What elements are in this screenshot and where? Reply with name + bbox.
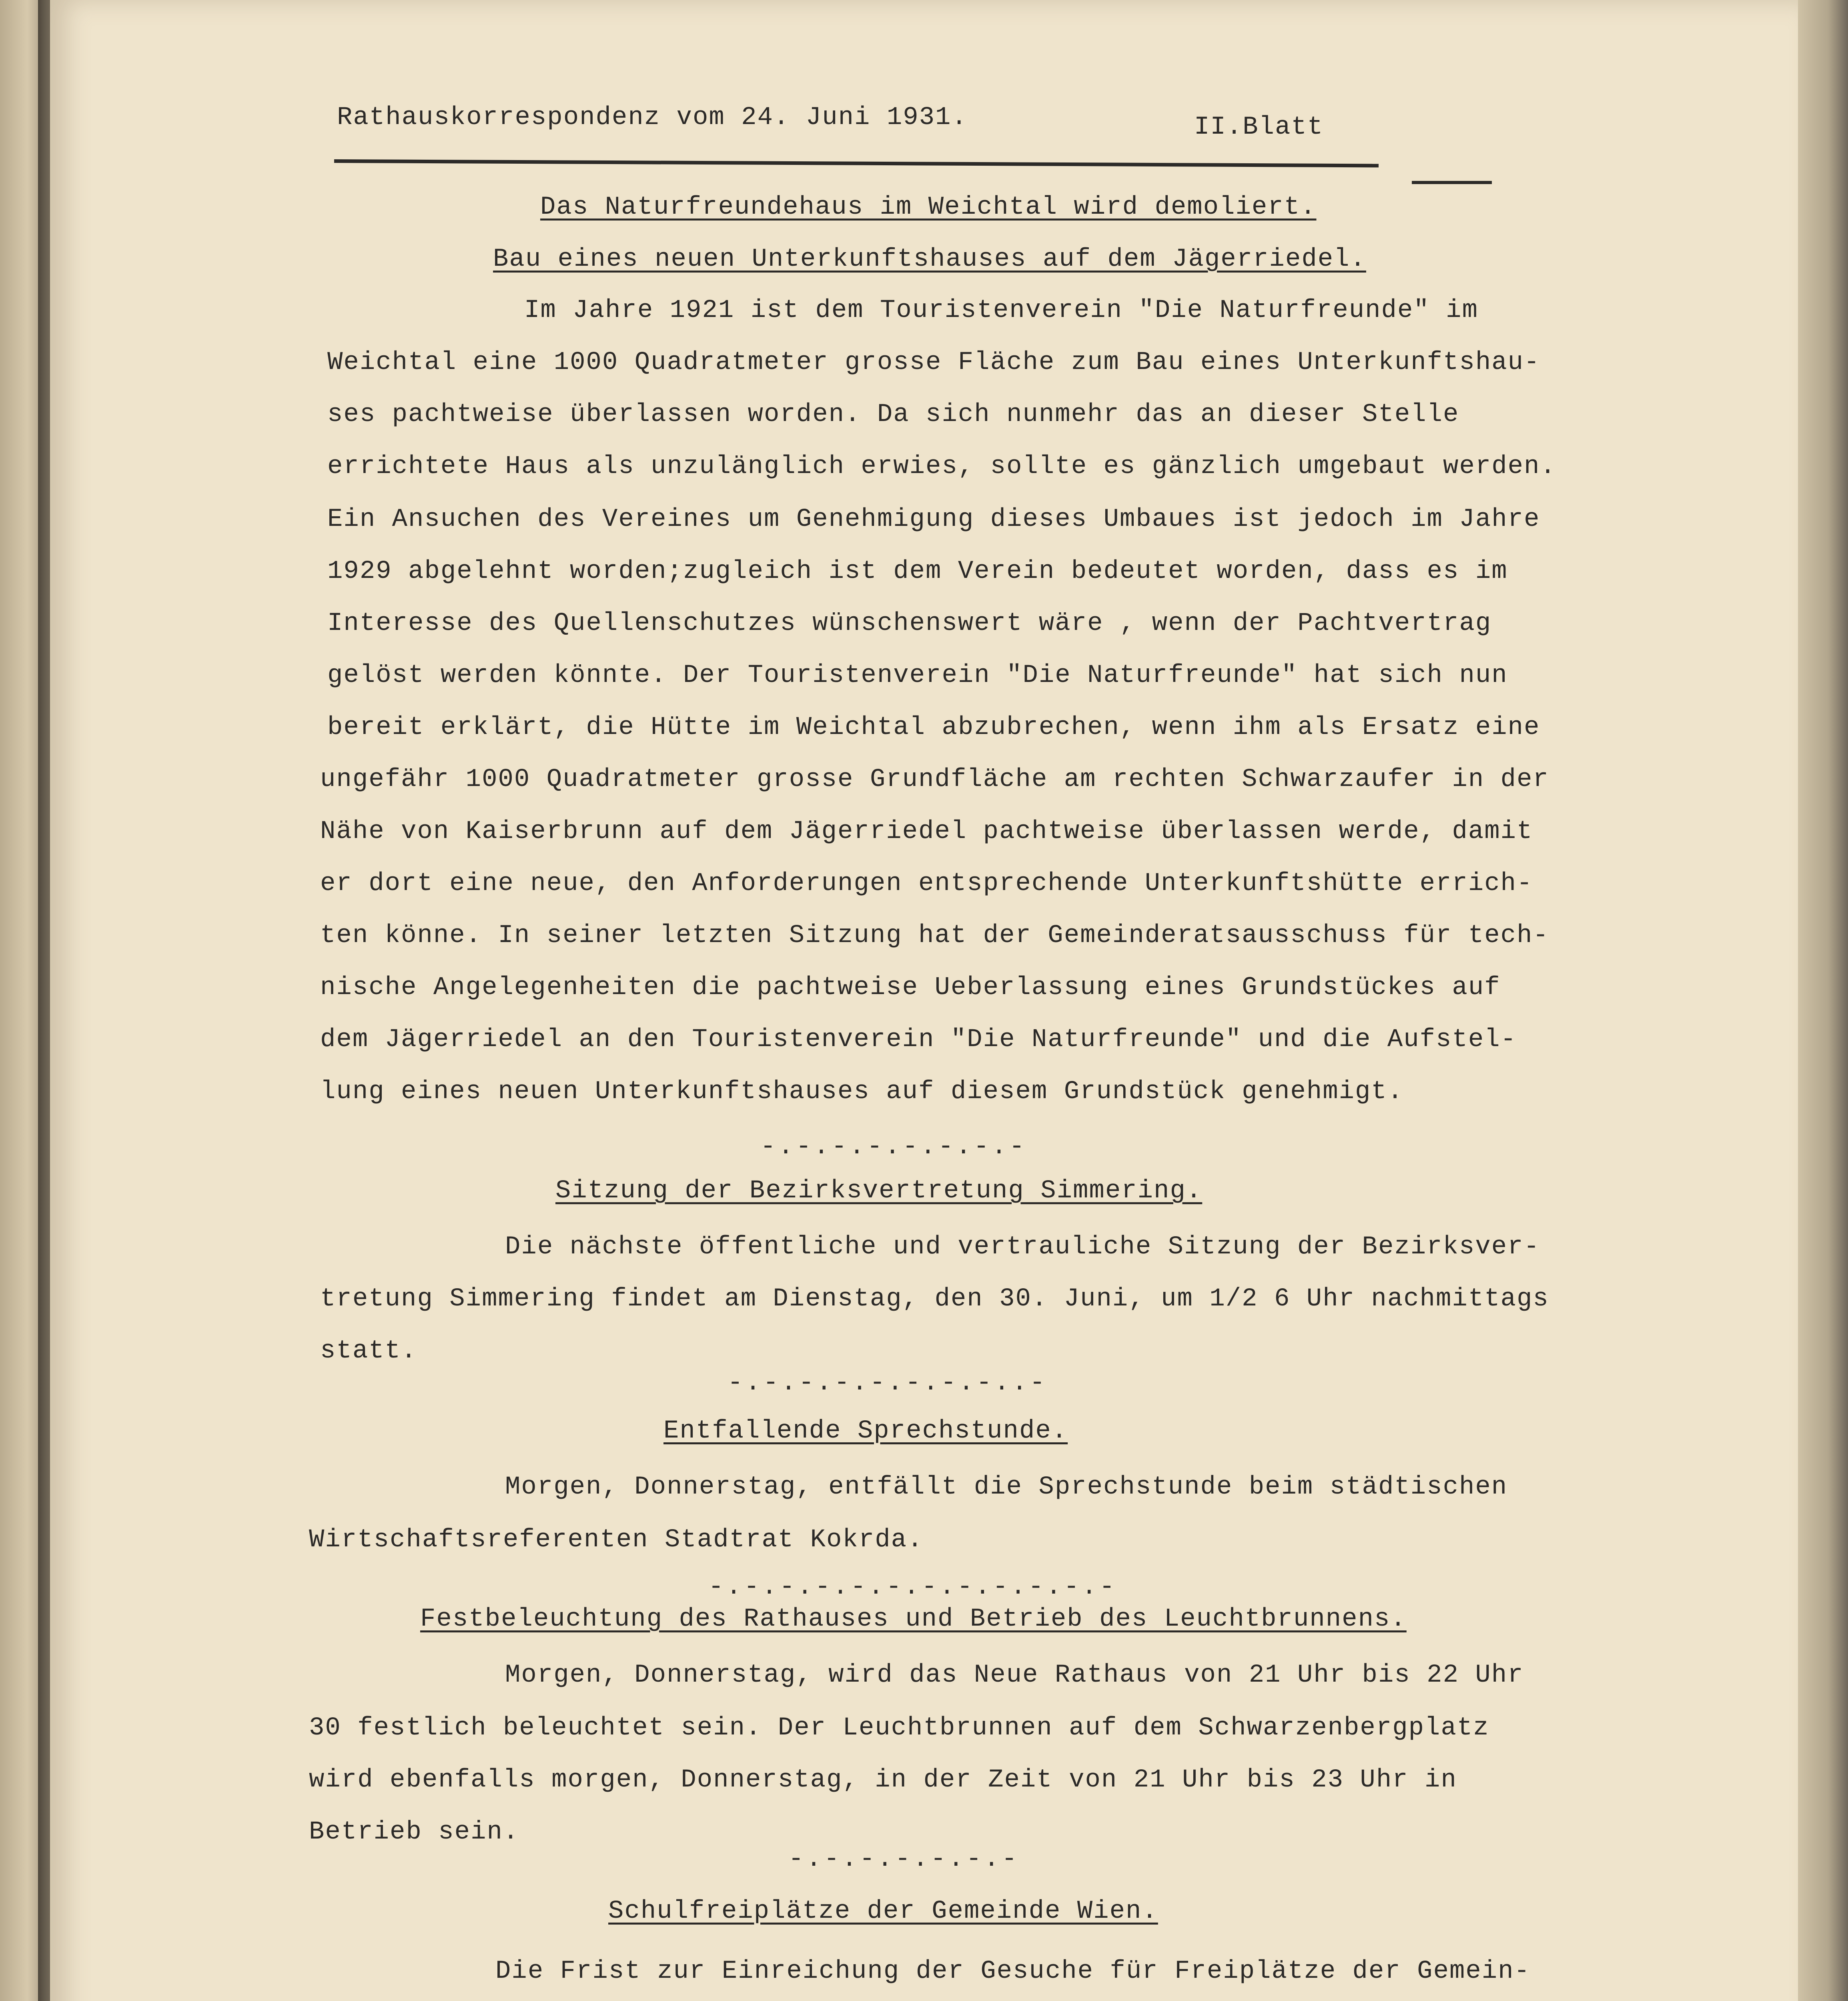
article-line: bereit erklärt, die Hütte im Weichtal abzubrechen, wenn ihm als Ersatz eine bbox=[327, 713, 1540, 742]
article-line: Die Frist zur Einreichung der Gesuche für Freiplätze der Gemein- bbox=[495, 1957, 1530, 1986]
article-line: errichtete Haus als unzulänglich erwies, sollte es gänzlich umgebaut werden. bbox=[327, 452, 1556, 481]
article-line: ses pachtweise überlassen worden. Da sich nunmehr das an dieser Stelle bbox=[327, 400, 1459, 429]
article-line: statt. bbox=[320, 1337, 417, 1365]
article-line: ungefähr 1000 Quadratmeter grosse Grundfläche am rechten Schwarzaufer in der bbox=[320, 765, 1549, 794]
article-line: tretung Simmering findet am Dienstag, den 30. Juni, um 1/2 6 Uhr nachmittags bbox=[320, 1285, 1549, 1313]
article-heading: Schulfreiplätze der Gemeinde Wien. bbox=[608, 1897, 1158, 1926]
article-line: dem Jägerriedel an den Touristenverein "Die Naturfreunde" und die Aufstel- bbox=[320, 1025, 1517, 1054]
article-line: Ein Ansuchen des Vereines um Genehmigung dieses Umbaues ist jedoch im Jahre bbox=[327, 505, 1540, 534]
article-line: Nähe von Kaiserbrunn auf dem Jägerriedel pachtweise überlassen werde, damit bbox=[320, 817, 1533, 846]
article-line: wird ebenfalls morgen, Donnerstag, in der Zeit von 21 Uhr bis 23 Uhr in bbox=[309, 1766, 1457, 1794]
article-heading: Sitzung der Bezirksvertretung Simmering. bbox=[555, 1177, 1203, 1205]
article-heading: Das Naturfreundehaus im Weichtal wird demoliert. bbox=[540, 193, 1317, 222]
article-line: Weichtal eine 1000 Quadratmeter grosse Fläche zum Bau eines Unterkunftshau- bbox=[327, 348, 1540, 377]
section-separator: -.-.-.-.-.-.-.-.-.-.-.- bbox=[708, 1573, 1117, 1602]
section-separator: -.-.-.-.-.-.- bbox=[788, 1845, 1020, 1874]
header-rule-short bbox=[1412, 181, 1492, 184]
article-line: lung eines neuen Unterkunftshauses auf diesem Grundstück genehmigt. bbox=[320, 1077, 1404, 1106]
article-line: Betrieb sein. bbox=[309, 1818, 519, 1847]
article-line: Morgen, Donnerstag, entfällt die Sprechstunde beim städtischen bbox=[505, 1473, 1508, 1502]
article-line: Interesse des Quellenschutzes wünschenswert wäre , wenn der Pachtvertrag bbox=[327, 609, 1492, 638]
article-line: 30 festlich beleuchtet sein. Der Leuchtbrunnen auf dem Schwarzenbergplatz bbox=[309, 1714, 1489, 1742]
article-line: nische Angelegenheiten die pachtweise Ueberlassung eines Grundstückes auf bbox=[320, 973, 1501, 1002]
article-line: gelöst werden könnte. Der Touristenverein "Die Naturfreunde" hat sich nun bbox=[327, 661, 1508, 690]
article-line: Wirtschaftsreferenten Stadtrat Kokrda. bbox=[309, 1526, 924, 1554]
article-heading: Festbeleuchtung des Rathauses und Betrieb des Leuchtbrunnens. bbox=[420, 1605, 1407, 1634]
article-line: ten könne. In seiner letzten Sitzung hat der Gemeinderatsausschuss für tech- bbox=[320, 921, 1549, 950]
article-line: Die nächste öffentliche und vertrauliche Sitzung der Bezirksver- bbox=[505, 1233, 1540, 1261]
article-line: Morgen, Donnerstag, wird das Neue Rathaus von 21 Uhr bis 22 Uhr bbox=[505, 1661, 1524, 1690]
header-title: Rathauskorrespondenz vom 24. Juni 1931. bbox=[337, 103, 968, 132]
article-heading: Entfallende Sprechstunde. bbox=[663, 1417, 1068, 1446]
article-line: 1929 abgelehnt worden;zugleich ist dem Verein bedeutet worden, dass es im bbox=[327, 557, 1508, 586]
section-separator: -.-.-.-.-.-.-.-..- bbox=[728, 1369, 1048, 1397]
article-line: er dort eine neue, den Anforderungen entsprechende Unterkunftshütte errich- bbox=[320, 869, 1533, 898]
page-stack-edge bbox=[1798, 0, 1848, 2001]
header-sheet-number: II.Blatt bbox=[1194, 113, 1324, 142]
section-separator: -.-.-.-.-.-.-.- bbox=[760, 1133, 1027, 1161]
article-line: Im Jahre 1921 ist dem Touristenverein "Die Naturfreunde" im bbox=[524, 296, 1478, 325]
article-subheading: Bau eines neuen Unterkunftshauses auf dem Jägerriedel. bbox=[493, 245, 1366, 274]
